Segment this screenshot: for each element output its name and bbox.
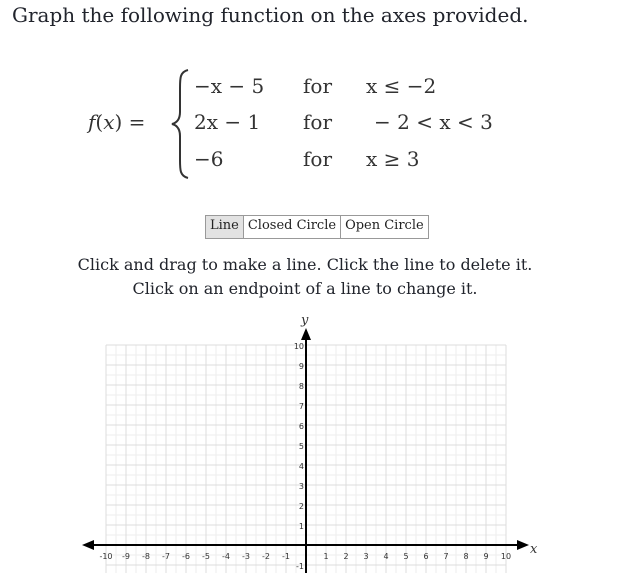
drawing-mode-toolbar bbox=[205, 215, 429, 239]
x-tick-label: 9 bbox=[483, 552, 489, 561]
y-tick-label: 5 bbox=[298, 442, 304, 451]
x-tick-label: 4 bbox=[383, 552, 389, 561]
case-expr: −6 bbox=[194, 147, 224, 171]
x-tick-label: -3 bbox=[242, 552, 250, 561]
x-tick-label: 7 bbox=[443, 552, 449, 561]
x-tick-label: 10 bbox=[500, 552, 512, 561]
x-tick-label: -8 bbox=[142, 552, 150, 561]
x-tick-label: 6 bbox=[423, 552, 429, 561]
x-tick-label: 1 bbox=[323, 552, 329, 561]
case-row-2 bbox=[88, 110, 528, 138]
x-tick-label: -5 bbox=[202, 552, 210, 561]
x-tick-label: -6 bbox=[182, 552, 190, 561]
x-tick-label: -7 bbox=[162, 552, 170, 561]
case-condition: x ≤ −2 bbox=[366, 74, 437, 98]
case-row-3 bbox=[88, 147, 528, 175]
x-tick-label: -9 bbox=[122, 552, 130, 561]
y-tick-label: 2 bbox=[298, 502, 304, 511]
x-tick-label: 8 bbox=[463, 552, 469, 561]
x-tick-label: -4 bbox=[222, 552, 230, 561]
x-tick-label: -2 bbox=[262, 552, 270, 561]
y-tick-label: 7 bbox=[298, 402, 304, 411]
case-for: for bbox=[303, 147, 333, 171]
x-axis-arrow-right bbox=[517, 540, 529, 550]
piecewise-function bbox=[88, 68, 528, 180]
case-expr: 2x − 1 bbox=[194, 110, 261, 134]
y-tick-label: 6 bbox=[298, 422, 304, 431]
case-condition: − 2 < x < 3 bbox=[374, 110, 493, 134]
x-tick-label: -10 bbox=[99, 552, 113, 561]
y-axis-label: y bbox=[301, 313, 309, 328]
y-tick-label: 10 bbox=[293, 342, 304, 351]
case-expr: −x − 5 bbox=[194, 74, 265, 98]
y-tick-label: 3 bbox=[298, 482, 304, 491]
line-button[interactable]: Line bbox=[206, 216, 244, 238]
closed-circle-button[interactable]: Closed Circle bbox=[244, 216, 341, 238]
open-circle-button[interactable]: Open Circle bbox=[341, 216, 428, 238]
y-tick-label: -1 bbox=[296, 562, 304, 571]
instruction-line-2: Click on an endpoint of a line to change it. bbox=[132, 279, 478, 298]
y-tick-label: 8 bbox=[298, 382, 304, 391]
y-tick-label: 9 bbox=[298, 362, 304, 371]
case-for: for bbox=[303, 74, 333, 98]
case-row-1 bbox=[88, 74, 528, 102]
y-tick-label: 1 bbox=[298, 522, 304, 531]
case-for: for bbox=[303, 110, 333, 134]
x-tick-label: 3 bbox=[363, 552, 369, 561]
y-tick-label: 4 bbox=[298, 462, 304, 471]
x-tick-label: -1 bbox=[282, 552, 290, 561]
instructions bbox=[0, 253, 610, 301]
case-condition: x ≥ 3 bbox=[366, 147, 420, 171]
function-label: f(x) = bbox=[88, 110, 146, 134]
x-tick-label: 5 bbox=[403, 552, 409, 561]
instruction-line-1: Click and drag to make a line. Click the line to delete it. bbox=[77, 255, 533, 274]
y-axis-arrow-up bbox=[301, 328, 311, 340]
x-tick-label: 2 bbox=[343, 552, 349, 561]
question-text: Graph the following function on the axes provided. bbox=[12, 3, 529, 27]
x-axis-arrow-left bbox=[82, 540, 94, 550]
x-axis-label: x bbox=[530, 542, 538, 557]
graph-canvas[interactable] bbox=[78, 312, 538, 573]
